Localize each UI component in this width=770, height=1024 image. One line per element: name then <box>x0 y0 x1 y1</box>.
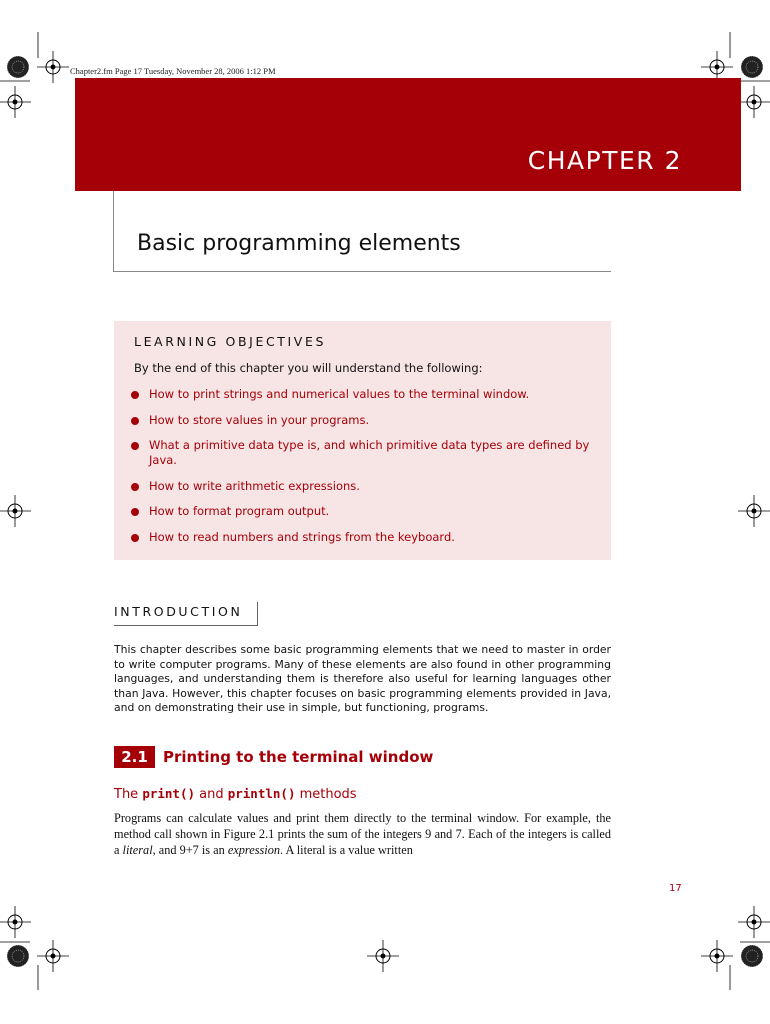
objective-item <box>131 387 601 402</box>
objective-text: How to print strings and numerical values to the terminal window. <box>149 387 530 401</box>
objective-text: How to format program output. <box>149 504 330 518</box>
objectives-intro: By the end of this chapter you will understand the following: <box>134 361 483 375</box>
section-title: Printing to the terminal window <box>163 748 434 766</box>
bullet-icon <box>131 483 139 491</box>
page-number: 17 <box>669 883 682 894</box>
objective-text: How to write arithmetic expressions. <box>149 479 360 493</box>
emphasis-literal: literal <box>122 843 153 857</box>
bullet-icon <box>131 534 139 542</box>
learning-objectives-box <box>114 321 611 560</box>
objective-item <box>131 530 601 545</box>
subsection-prefix: The <box>114 787 143 802</box>
code-println: println() <box>227 786 296 801</box>
objective-text: What a primitive data type is, and which primitive data types are defined by Java. <box>149 438 590 467</box>
heading-bracket <box>257 602 258 626</box>
title-rule <box>113 271 611 272</box>
section-number: 2.1 <box>114 746 155 768</box>
bullet-icon <box>131 417 139 425</box>
objective-item <box>131 413 601 428</box>
banner-divider <box>113 191 114 271</box>
objective-text: How to read numbers and strings from the keyboard. <box>149 530 455 544</box>
chapter-label: CHAPTER 2 <box>527 146 682 175</box>
bullet-icon <box>131 508 139 516</box>
introduction-heading: INTRODUCTION <box>114 604 243 619</box>
bullet-icon <box>131 391 139 399</box>
subsection-middle: and <box>195 787 228 802</box>
emphasis-expression: expression <box>227 843 280 857</box>
objective-text: How to store values in your programs. <box>149 413 370 427</box>
bullet-icon <box>131 442 139 450</box>
objective-item <box>131 504 601 519</box>
objective-item <box>131 438 601 468</box>
file-slug: Chapter2.fm Page 17 Tuesday, November 28, 2006 1:12 PM <box>70 66 276 76</box>
body-text: , and 9+7 is an <box>152 843 228 857</box>
subsection-title <box>114 786 357 802</box>
introduction-paragraph: This chapter describes some basic programming elements that we need to master in order to write computer programs. Many of these elements are also found in other programming languages, and understanding them is therefore also useful for learning languages other than Java. However, this chapter focuses on basic programming elements provided in Java, and on demonstrating their use in simple, but functioning, programs. <box>114 643 611 714</box>
objective-item <box>131 479 601 494</box>
objectives-heading: LEARNING OBJECTIVES <box>134 334 326 349</box>
body-text: . A literal is a value written <box>280 843 413 857</box>
body-paragraph <box>114 810 611 858</box>
heading-rule <box>114 625 258 626</box>
body-text: Programs can calculate values and print them directly to the terminal window. For example, the method call shown in Figure 2.1 prints the sum of the integers 9 and 7. Each of the integers is called a <box>114 811 611 857</box>
subsection-suffix: methods <box>295 787 357 802</box>
chapter-title: Basic programming elements <box>137 231 461 256</box>
code-print: print() <box>142 786 195 801</box>
